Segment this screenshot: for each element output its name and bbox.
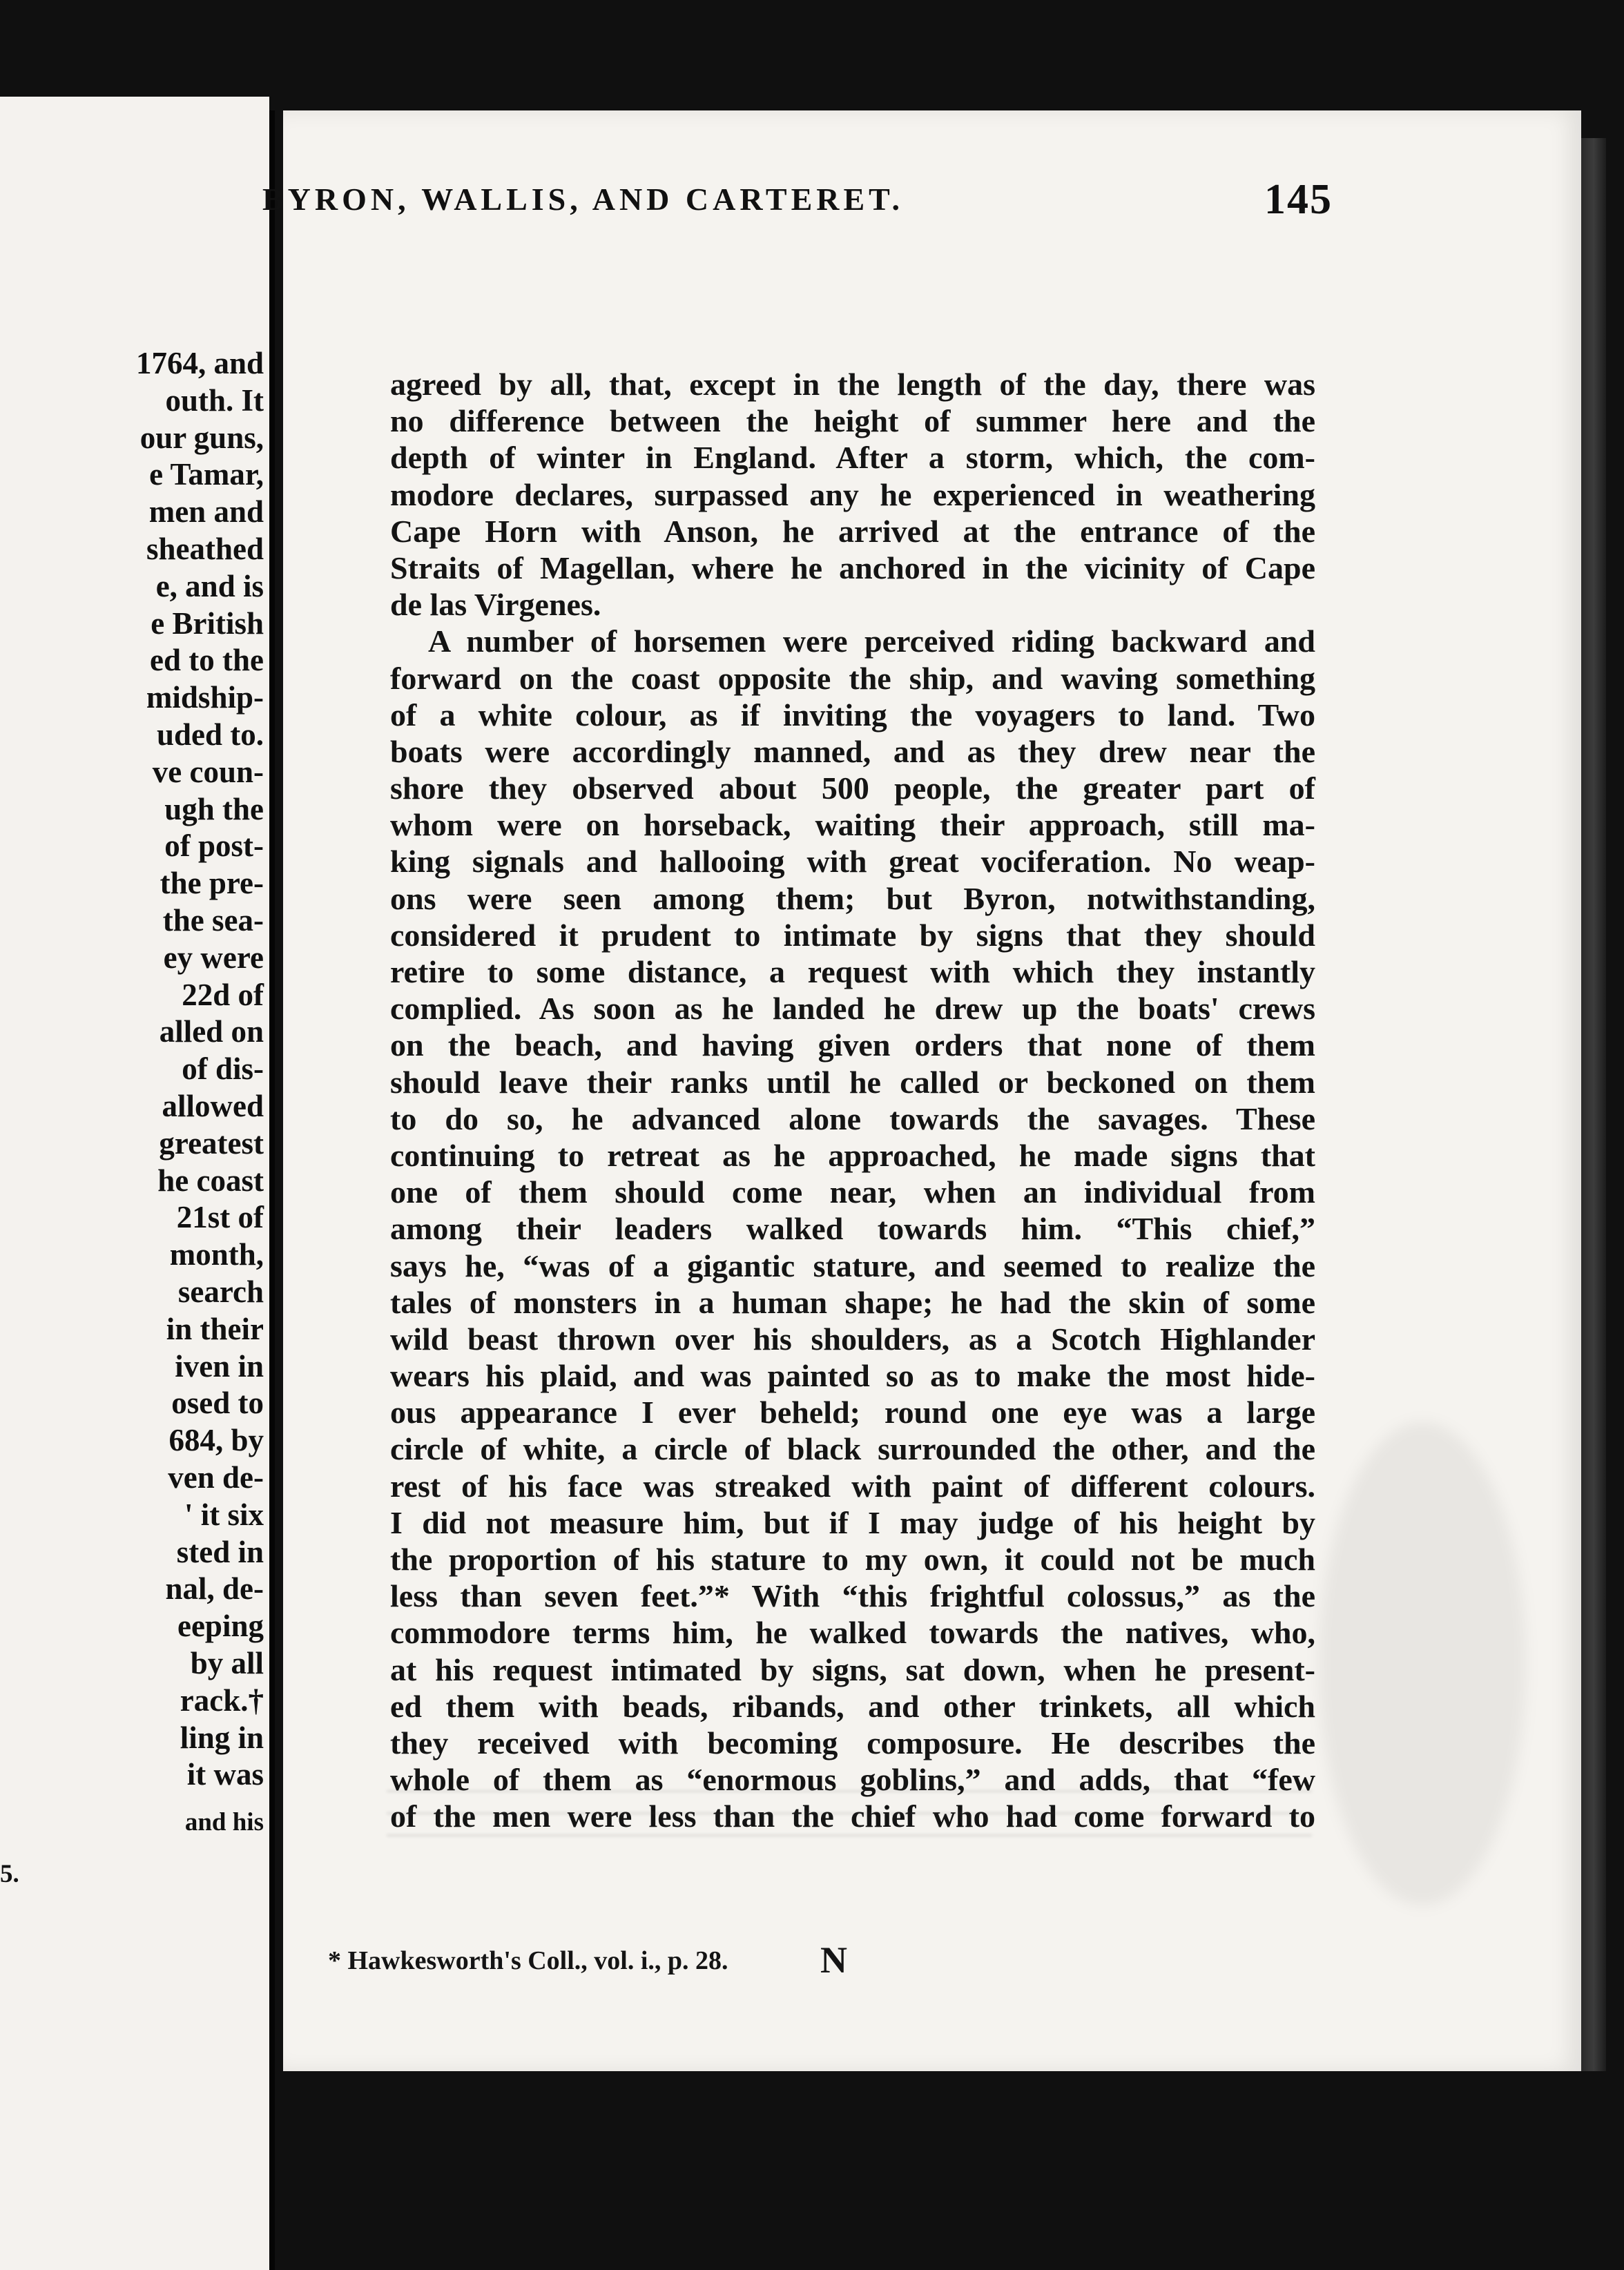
text-line: no difference between the height of summer here and the: [390, 403, 1315, 439]
text-line: A number of horsemen were perceived riding backward and: [428, 623, 1315, 659]
left-page-fragment: ve coun-: [152, 754, 264, 789]
text-line: on the beach, and having given orders that none of them: [390, 1027, 1315, 1063]
left-page-fragment: allowed: [162, 1089, 264, 1123]
text-line: at his request intimated by signs, sat down, when he present-: [390, 1651, 1315, 1687]
text-line: wild beast thrown over his shoulders, as a Scotch Highlander: [390, 1321, 1315, 1357]
left-page-fragment: search: [177, 1274, 264, 1309]
left-page-fragment: he coast: [157, 1163, 264, 1198]
text-line: considered it prudent to intimate by signs that they should: [390, 917, 1315, 953]
left-page-fragment: ugh the: [164, 791, 264, 826]
left-page-fragment: iven in: [175, 1348, 264, 1384]
text-line: complied. As soon as he landed he drew up the boats' crews: [390, 991, 1315, 1027]
left-page-fragment: ed to the: [150, 643, 264, 678]
text-line: should leave their ranks until he called or beckoned on them: [390, 1064, 1315, 1100]
gutter-line: [269, 110, 275, 2270]
page-number: 145: [1264, 176, 1333, 223]
page-edge: [1581, 138, 1606, 2071]
left-page-fragment: sheathed: [146, 532, 264, 566]
left-page-fragment: e Tamar,: [149, 457, 264, 492]
left-page-fragment: the pre-: [160, 866, 264, 901]
left-page-fragment: sted in: [176, 1534, 264, 1569]
bleed-through-text: [387, 1788, 1312, 1850]
text-line: to do so, he advanced alone towards the savages. These: [390, 1100, 1315, 1136]
left-page-fragment: the sea-: [162, 903, 264, 938]
text-line: modore declares, surpassed any he experienced in weathering: [390, 476, 1315, 512]
body-text: [390, 366, 1315, 1835]
left-page-fragment: ey were: [163, 940, 264, 975]
text-line: whole of them as “enormous goblins,” and adds, that “few: [390, 1762, 1315, 1798]
text-line: continuing to retreat as he approached, he made signs that: [390, 1137, 1315, 1173]
left-page: [0, 97, 269, 2270]
text-line: Straits of Magellan, where he anchored in the vicinity of Cape: [390, 550, 1315, 585]
left-page-footnote-fragment: and his: [184, 1808, 264, 1837]
text-line: ed them with beads, ribands, and other trinkets, all which: [390, 1688, 1315, 1724]
text-line: shore they observed about 500 people, the greater part of: [390, 770, 1315, 806]
left-page-fragment: month,: [169, 1237, 264, 1272]
left-page-fragment: nal, de-: [165, 1571, 264, 1607]
text-line: agreed by all, that, except in the length of the day, there was: [390, 367, 1315, 402]
text-line: forward on the coast opposite the ship, and waving something: [390, 660, 1315, 696]
left-page-fragment: eeping: [177, 1609, 264, 1644]
left-page-fragment: alled on: [159, 1014, 264, 1049]
left-page-fragment: 684, by: [168, 1423, 264, 1458]
text-line: of a white colour, as if inviting the voyagers to land. Two: [390, 697, 1315, 733]
text-line: the proportion of his stature to my own, it could not be much: [390, 1542, 1315, 1577]
left-page-fragment: uded to.: [156, 717, 264, 752]
text-line: I did not measure him, but if I may judge of his height by: [390, 1504, 1315, 1540]
page-shadow: [1319, 1422, 1526, 1905]
text-line: wears his plaid, and was painted so as to make the most hide-: [390, 1358, 1315, 1394]
left-page-fragment: ' it six: [184, 1497, 264, 1532]
left-page-fragment: 21st of: [176, 1200, 264, 1235]
left-page-fragment: men and: [148, 494, 264, 530]
left-page-fragment: of post-: [164, 828, 264, 864]
page-header: [262, 176, 1333, 236]
left-page-fragment: outh. It: [165, 382, 264, 418]
left-page-fragment: osed to: [171, 1386, 264, 1421]
text-line: whom were on horseback, waiting their approach, still ma-: [390, 807, 1315, 843]
left-page-fragment: in their: [166, 1311, 264, 1346]
text-line: they received with becoming composure. He describes the: [390, 1725, 1315, 1760]
left-page-fragment: e British: [151, 605, 264, 641]
left-page-fragment: midship-: [146, 680, 264, 715]
text-line: rest of his face was streaked with paint of different colours.: [390, 1468, 1315, 1504]
left-page-fragment: rack.†: [180, 1682, 264, 1718]
text-line: commodore terms him, he walked towards the natives, who,: [390, 1615, 1315, 1651]
text-line: says he, “was of a gigantic stature, and seemed to realize the: [390, 1248, 1315, 1283]
text-line: ons were seen among them; but Byron, notwithstanding,: [390, 880, 1315, 916]
running-head: BYRON, WALLIS, AND CARTERET.: [262, 182, 904, 217]
text-line: of the men were less than the chief who had come forward to: [390, 1798, 1315, 1834]
left-page-fragment: e, and is: [155, 568, 264, 603]
text-line: depth of winter in England. After a storm, which, the com-: [390, 440, 1315, 476]
left-page-fragment: by all: [190, 1646, 264, 1680]
left-page-fragment: of dis-: [182, 1051, 264, 1087]
text-line: boats were accordingly manned, and as they drew near the: [390, 733, 1315, 769]
left-page-fragment: greatest: [159, 1125, 264, 1161]
text-line: among their leaders walked towards him. “This chief,”: [390, 1211, 1315, 1247]
text-line: tales of monsters in a human shape; he had the skin of some: [390, 1284, 1315, 1320]
text-line: circle of white, a circle of black surrounded the other, and the: [390, 1431, 1315, 1467]
left-page-fragment: it was: [186, 1757, 264, 1792]
left-page-fragment: ven de-: [168, 1460, 264, 1495]
text-line: one of them should come near, when an individual from: [390, 1174, 1315, 1210]
left-page-fragment: our guns,: [139, 420, 264, 455]
signature-mark: N: [820, 1939, 847, 1981]
text-line: less than seven feet.”* With “this frightful colossus,” as the: [390, 1578, 1315, 1614]
text-line: retire to some distance, a request with which they instantly: [390, 954, 1315, 989]
left-page-fragment: 22d of: [182, 977, 264, 1012]
left-page-fragment: 1764, and: [135, 346, 264, 380]
left-page-bottom-fragment: 5.: [0, 1860, 19, 1889]
footnote: * Hawkesworth's Coll., vol. i., p. 28.: [328, 1946, 728, 1975]
text-line: Cape Horn with Anson, he arrived at the entrance of the: [390, 513, 1315, 549]
text-line: ous appearance I ever beheld; round one eye was a large: [390, 1395, 1315, 1430]
text-line: king signals and hallooing with great vociferation. No weap-: [390, 844, 1315, 880]
left-page-fragment: ling in: [180, 1720, 264, 1755]
text-line: de las Virgenes.: [390, 587, 601, 623]
